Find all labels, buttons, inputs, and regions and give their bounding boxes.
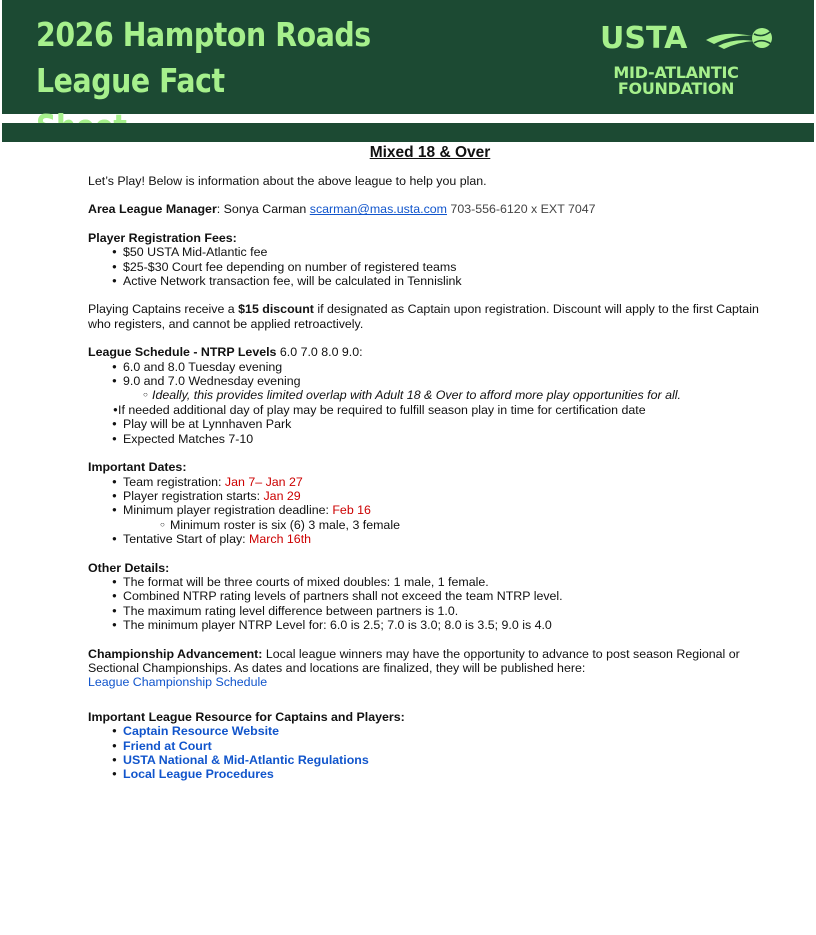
championship-schedule-link[interactable]: League Championship Schedule (88, 675, 268, 690)
championship-text (88, 647, 778, 676)
list-item (88, 475, 778, 489)
list-item: ● If needed additional day of play may be required to fulfill season play in time for certification date (88, 403, 778, 417)
start-label: Tentative Start of play: (123, 532, 250, 547)
deadline-date: Feb 16 (332, 503, 371, 518)
fact-sheet-body (88, 144, 778, 782)
resources-heading: Important League Resource for Captains and Players: (88, 709, 405, 724)
list-item: ● The minimum player NTRP Level for: 6.0 is 2.5; 7.0 is 3.0; 8.0 is 3.5; 9.0 is 4.0 (88, 618, 778, 632)
regulations-link[interactable]: USTA National & Mid-Atlantic Regulations (123, 753, 369, 767)
captain-discount-amount: $15 discount (238, 302, 314, 317)
manager-email-link[interactable]: scarman@mas.usta.com (309, 202, 447, 217)
manager-label: Area League Manager (88, 202, 217, 217)
list-item (88, 532, 778, 546)
captain-text-post: if designated as Captain upon registration. Discount will apply to the first Captain who registers, and cannot be applied retroactively. (88, 302, 759, 331)
team-reg-label: Team registration: (123, 474, 225, 489)
schedule-sub-note: ○ Ideally, this provides limited overlap with Adult 18 & Over to afford more play opportunities for all. (88, 388, 778, 402)
list-item: ● Expected Matches 7-10 (88, 432, 778, 446)
title-line-1: 2026 Hampton Roads League Fact (36, 15, 371, 100)
championship-body: Local league winners may have the opportunity to advance to post season Regional or Sectional Championships. As dates and locations are finalized, they will be published here: (88, 646, 740, 675)
list-item (88, 503, 778, 517)
manager-line (88, 202, 778, 216)
list-item: ● Active Network transaction fee, will be calculated in Tennislink (88, 274, 778, 288)
list-item: ● The format will be three courts of mixed doubles: 1 male, 1 female. (88, 575, 778, 589)
list-item (88, 739, 778, 753)
list-item (88, 767, 778, 781)
list-item (88, 489, 778, 503)
deadline-label: Minimum player registration deadline: (123, 503, 333, 518)
usta-mid-atlantic-foundation-logo (600, 22, 780, 102)
list-item: ● 9.0 and 7.0 Wednesday evening (88, 374, 778, 388)
intro-text: Let’s Play! Below is information about the above league to help you plan. (88, 174, 487, 188)
header-divider-stripe (2, 123, 814, 142)
resources-list (88, 724, 778, 782)
logo-sub-line-1: MID-ATLANTIC (613, 63, 739, 82)
manager-phone: 703-556-6120 x EXT 7047 (446, 202, 596, 217)
tennis-ball-swoosh-icon (704, 24, 776, 54)
player-reg-date: Jan 29 (263, 488, 301, 503)
championship-label: Championship Advancement: (88, 646, 263, 661)
header-banner (2, 0, 814, 114)
dates-list (88, 475, 778, 547)
other-list (88, 575, 778, 633)
logo-usta-text: USTA (600, 21, 688, 56)
list-item (88, 724, 778, 738)
other-heading: Other Details: (88, 560, 170, 575)
team-reg-date: Jan 7– Jan 27 (224, 474, 303, 489)
fees-list (88, 245, 778, 288)
logo-subtitle (600, 65, 752, 97)
schedule-heading (88, 345, 778, 359)
list-item: ● The maximum rating level difference between partners is 1.0. (88, 604, 778, 618)
list-item: ● Play will be at Lynnhaven Park (88, 417, 778, 431)
logo-sub-line-2: FOUNDATION (617, 79, 735, 98)
schedule-levels: 6.0 7.0 8.0 9.0: (276, 345, 363, 360)
captain-discount-text (88, 302, 778, 331)
list-item (88, 753, 778, 767)
list-item: ● $25-$30 Court fee depending on number of registered teams (88, 260, 778, 274)
player-reg-label: Player registration starts: (123, 488, 264, 503)
roster-note: ○ Minimum roster is six (6) 3 male, 3 female (88, 518, 778, 532)
friend-at-court-link[interactable]: Friend at Court (123, 738, 212, 753)
start-date: March 16th (249, 532, 312, 547)
list-item: ● 6.0 and 8.0 Tuesday evening (88, 360, 778, 374)
section-title: Mixed 18 & Over (369, 144, 491, 161)
manager-name: : Sonya Carman (216, 202, 310, 217)
captain-resource-link[interactable]: Captain Resource Website (123, 724, 280, 739)
captain-text-pre: Playing Captains receive a (88, 302, 239, 317)
list-item: ● $50 USTA Mid-Atlantic fee (88, 245, 778, 259)
schedule-heading-label: League Schedule - NTRP Levels (88, 345, 277, 360)
dates-heading: Important Dates: (88, 460, 187, 475)
list-item: ● Combined NTRP rating levels of partners shall not exceed the team NTRP level. (88, 589, 778, 603)
league-procedures-link[interactable]: Local League Procedures (123, 767, 274, 782)
schedule-list (88, 360, 778, 446)
fees-heading: Player Registration Fees: (88, 230, 237, 245)
